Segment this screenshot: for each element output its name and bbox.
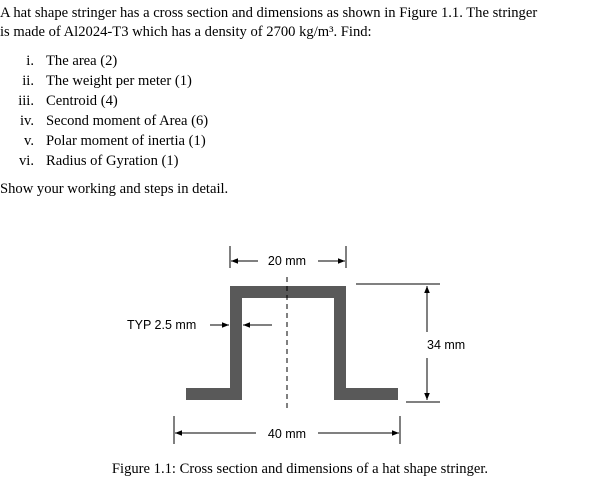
intro-line-2: is made of Al2024-T3 which has a density of 2700 kg/m³. Find: (0, 24, 372, 40)
figure-caption (0, 461, 612, 478)
list-item-number: i. (26, 53, 34, 69)
list-item-number: iii. (18, 93, 34, 109)
problem-statement (0, 4, 608, 42)
list-item-number: iv. (19, 113, 34, 129)
hat-section-shape (186, 286, 398, 400)
list-item-number: ii. (22, 73, 34, 89)
list-item-text: The weight per meter (1) (46, 73, 192, 89)
list-item-text: Centroid (4) (46, 93, 118, 109)
dim-height-label: 34 mm (427, 338, 466, 352)
list-item-number: vi. (19, 153, 34, 169)
list-item-text: Radius of Gyration (1) (46, 153, 179, 169)
dim-thickness-label: TYP 2.5 mm (127, 318, 197, 332)
dim-top-label: 20 mm (267, 254, 307, 268)
list-item-text: The area (2) (46, 53, 118, 69)
figure-caption-text: Figure 1.1: Cross section and dimensions of a hat shape stringer. (111, 461, 489, 477)
hat-stringer-figure (0, 230, 612, 455)
list-item-number: v. (24, 133, 34, 149)
list-item-text: Second moment of Area (6) (46, 113, 209, 129)
list-item-text: Polar moment of inertia (1) (46, 133, 206, 149)
instruction-text: Show your working and steps in detail. (0, 181, 229, 197)
dim-bottom-label: 40 mm (267, 427, 307, 441)
intro-line-1: A hat shape stringer has a cross section and dimensions as shown in Figure 1.1. The stringer (0, 5, 538, 21)
